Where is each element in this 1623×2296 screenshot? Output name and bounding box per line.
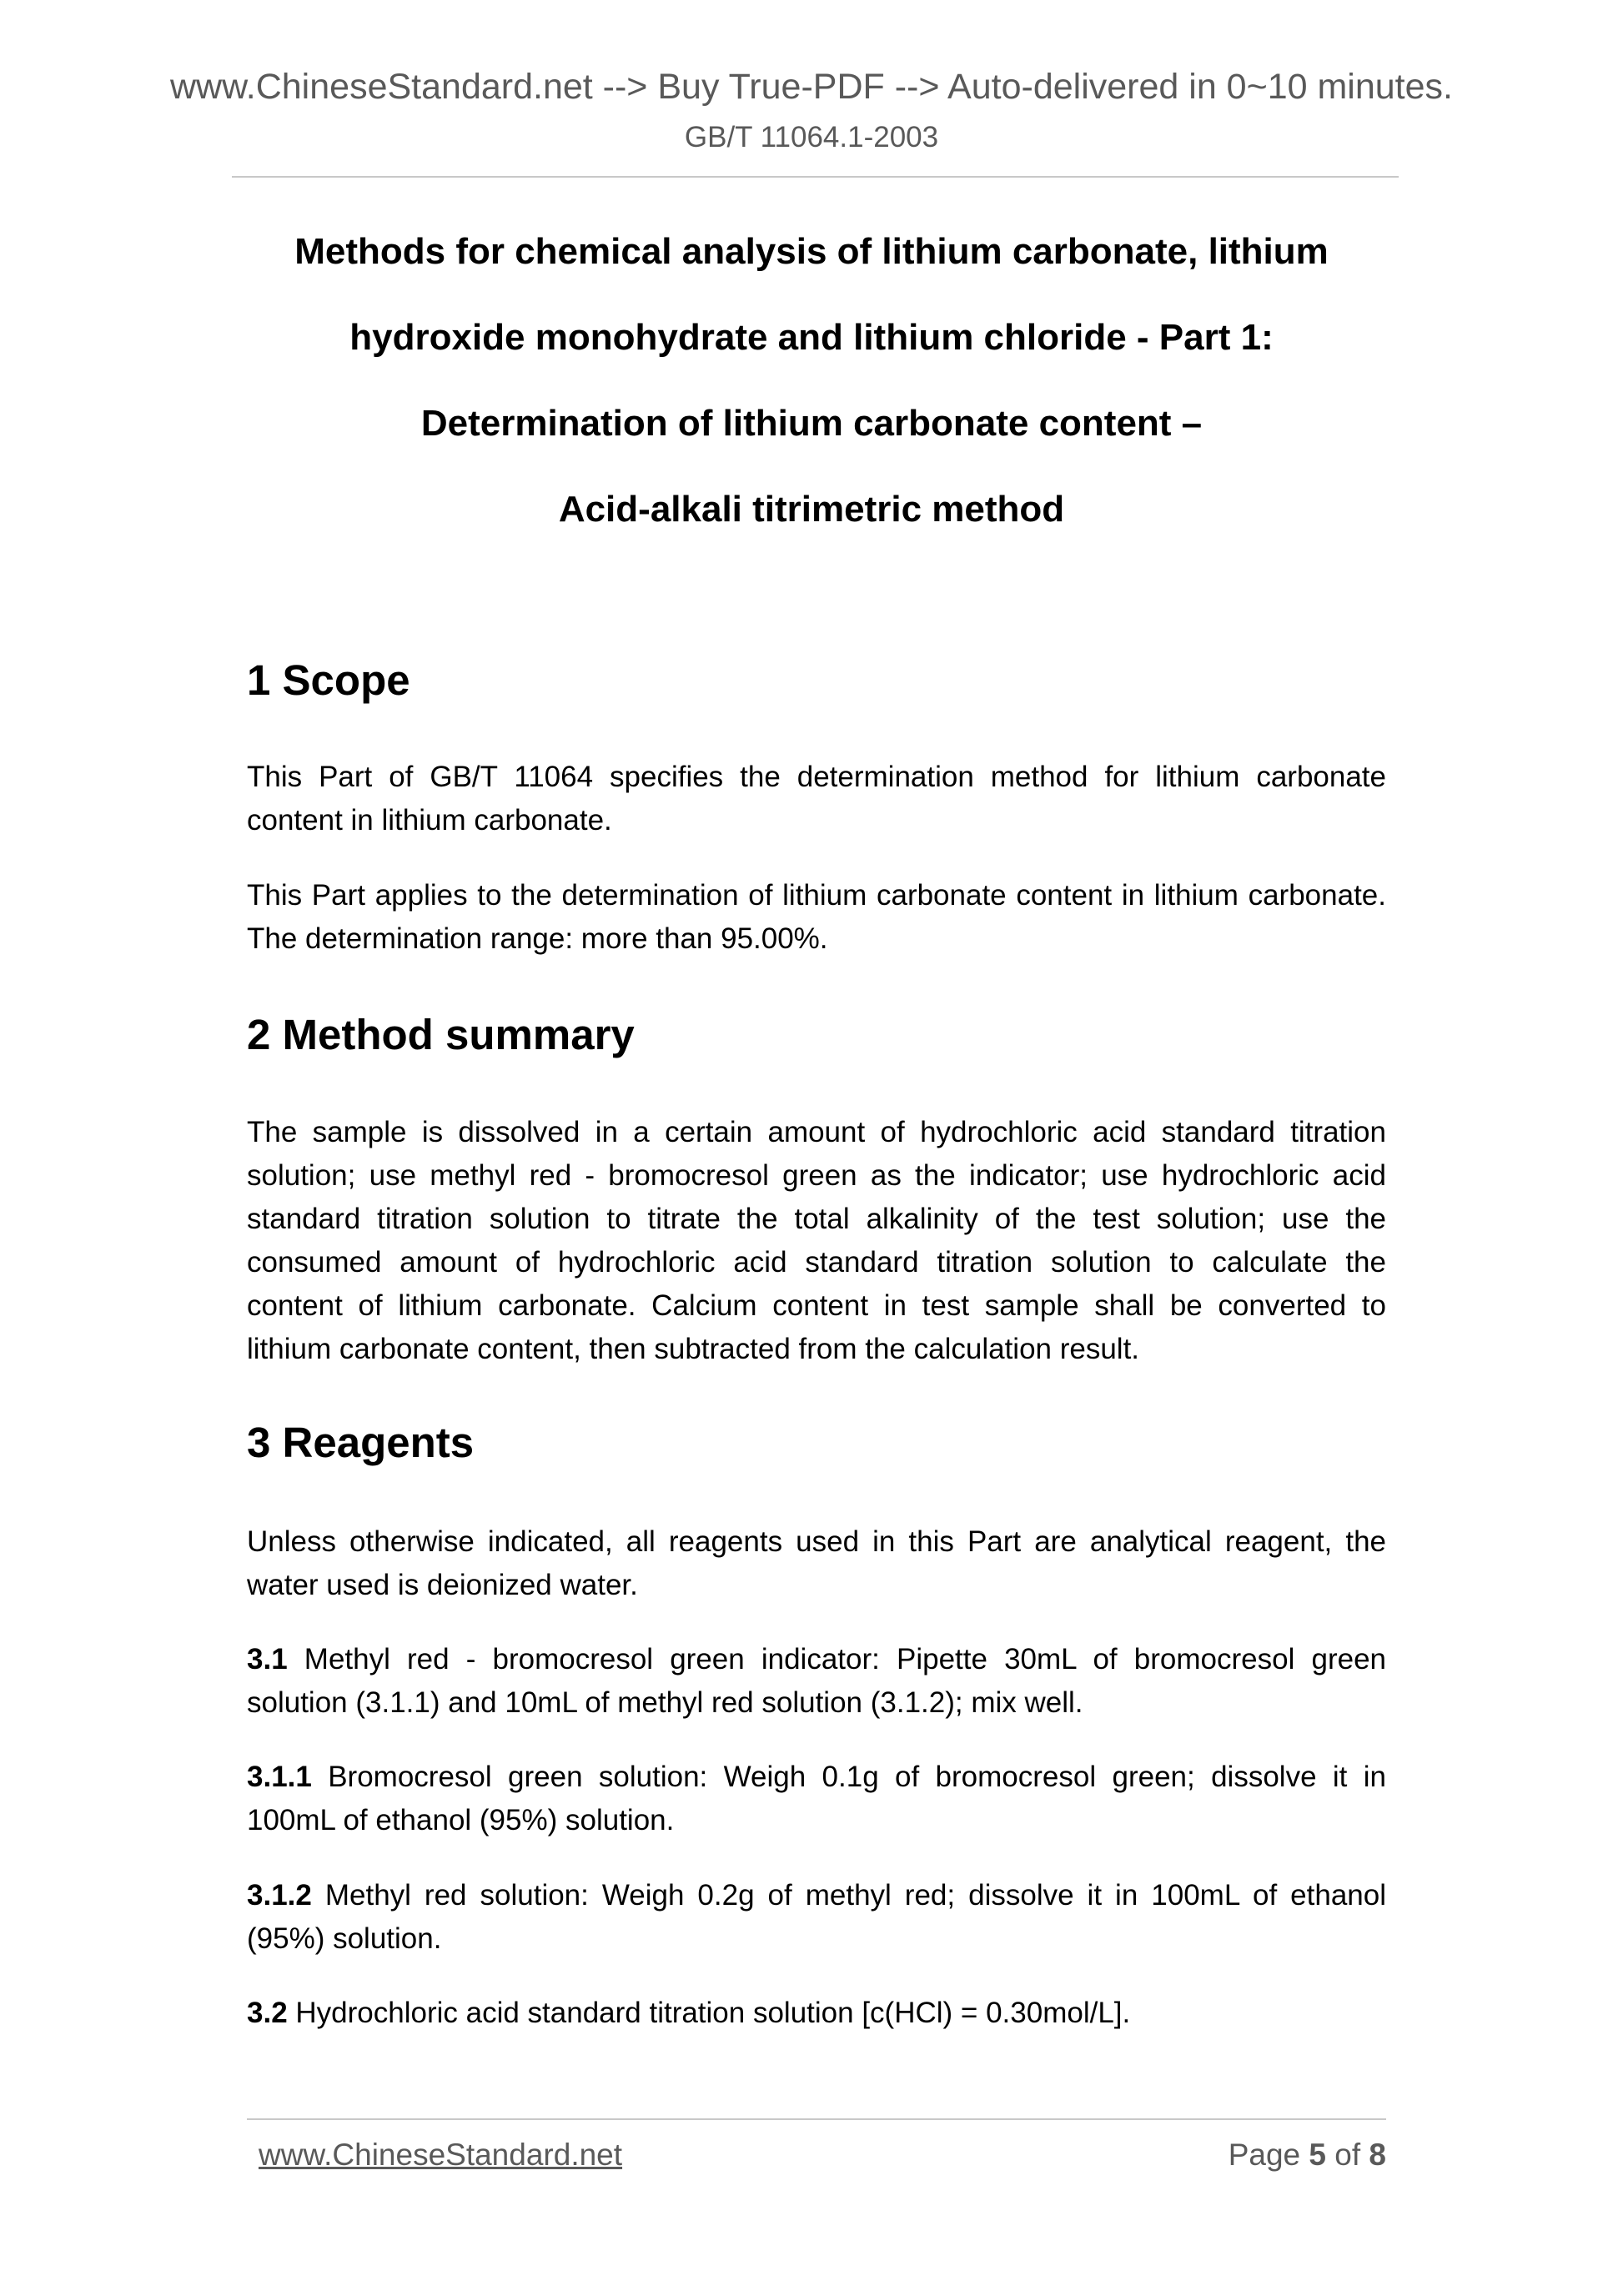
footer-page-indicator — [1229, 2135, 1386, 2175]
title-line-1: Methods for chemical analysis of lithium carbonate, lithium — [294, 231, 1329, 272]
page-total: 8 — [1369, 2138, 1386, 2172]
header-standard-code: GB/T 11064.1-2003 — [684, 121, 939, 153]
title-line-3: Determination of lithium carbonate content – — [420, 403, 1203, 444]
document-title — [167, 208, 1456, 552]
header-promo-text: www.ChineseStandard.net --> Buy True-PDF --> Auto-delivered in 0~10 minutes. — [169, 67, 1453, 107]
of-label: of — [1326, 2138, 1369, 2172]
reagents-intro-paragraph: Unless otherwise indicated, all reagents used in this Part are analytical reagent, the water used is deionized water. — [247, 1525, 1386, 1601]
section-heading-method-summary: 2 Method summary — [247, 1011, 635, 1058]
header-divider — [232, 176, 1399, 178]
clause-3-1 — [247, 1638, 1386, 1725]
clause-text: Methyl red solution: Weigh 0.2g of methyl red; dissolve it in 100mL of ethanol (95%) solution. — [247, 1879, 1386, 1955]
footer-website-link[interactable]: www.ChineseStandard.net — [259, 2138, 623, 2172]
method-summary-paragraph: The sample is dissolved in a certain amount of hydrochloric acid standard titration solution; use methyl red - bromocresol green as the indicator; use hydrochloric acid standard titration solution to titrate the total alkalinity of the test solution; use the consumed amount of hydrochloric acid standard titration solution to calculate the content of lithium carbonate. Calcium content in test sample shall be converted to lithium carbonate content, then subtracted from the calculation result. — [247, 1116, 1386, 1365]
page-label: Page — [1228, 2138, 1309, 2172]
section-heading-reagents: 3 Reagents — [247, 1419, 475, 1466]
clause-number: 3.1 — [247, 1643, 288, 1676]
section-heading-scope: 1 Scope — [247, 656, 410, 704]
clause-number: 3.1.2 — [247, 1879, 312, 1912]
clause-number: 3.2 — [247, 1997, 288, 2029]
clause-number: 3.1.1 — [247, 1761, 312, 1793]
scope-paragraph-1: This Part of GB/T 11064 specifies the determination method for lithium carbonate content in lithium carbonate. — [247, 761, 1386, 837]
footer-divider — [247, 2118, 1386, 2120]
clause-3-1-1 — [247, 1756, 1386, 1842]
clause-3-2 — [247, 1992, 1386, 2035]
clause-3-1-2 — [247, 1874, 1386, 1961]
title-line-2: hydroxide monohydrate and lithium chloride - Part 1: — [349, 317, 1274, 358]
clause-text: Methyl red - bromocresol green indicator: Pipette 30mL of bromocresol green solution (3.1.1) and 10mL of methyl red solution (3.1.2); mix well. — [247, 1643, 1386, 1719]
scope-paragraph-2: This Part applies to the determination of lithium carbonate content in lithium carbonate. The determination range: more than 95.00%. — [247, 879, 1386, 955]
clause-text: Hydrochloric acid standard titration solution [c(HCl) = 0.30mol/L]. — [287, 1997, 1131, 2029]
clause-text: Bromocresol green solution: Weigh 0.1g of bromocresol green; dissolve it in 100mL of ethanol (95%) solution. — [247, 1761, 1386, 1836]
page-number: 5 — [1309, 2138, 1326, 2172]
title-line-4: Acid-alkali titrimetric method — [558, 489, 1065, 530]
